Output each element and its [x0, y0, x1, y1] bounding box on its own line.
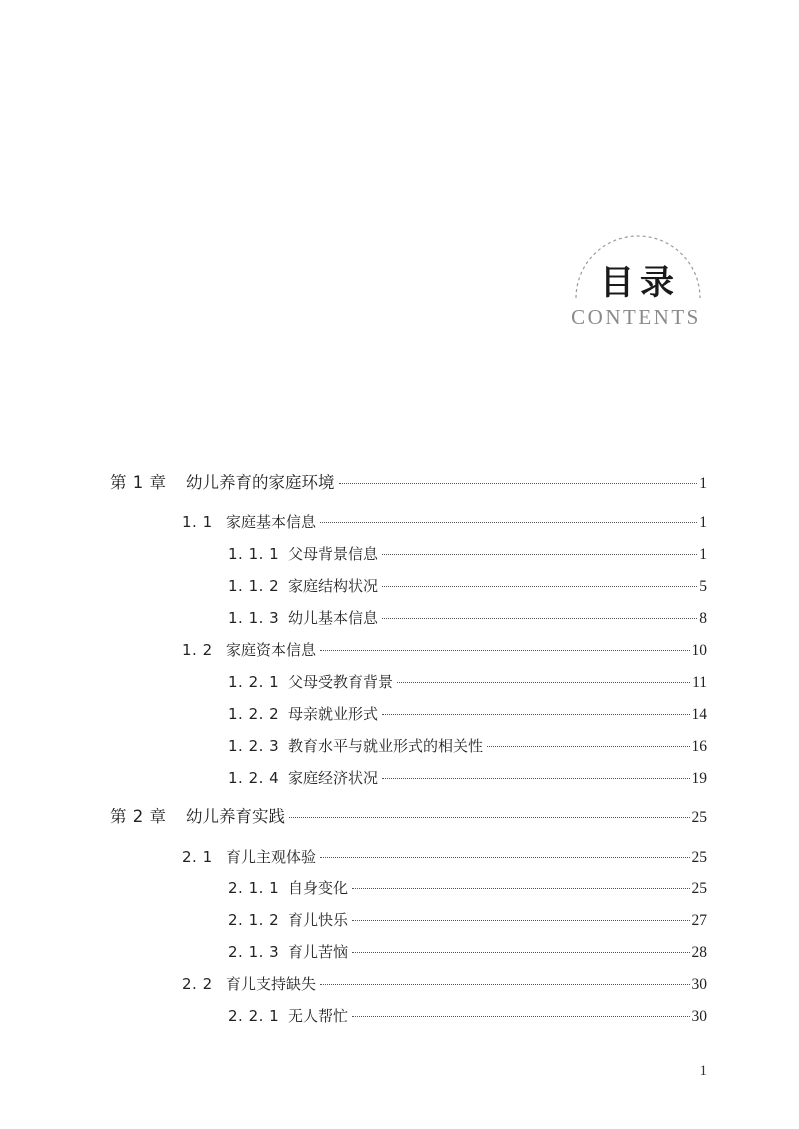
toc-entry-subsection-2-1-3[interactable]: [228, 940, 707, 964]
toc-entry-subsection-1-2-1[interactable]: [228, 670, 707, 694]
toc-entry-subsection-1-1-3[interactable]: [228, 606, 707, 630]
toc-entry-page: 25: [691, 809, 707, 826]
toc-entry-page: 25: [691, 880, 707, 897]
toc-entry-page: 14: [691, 706, 707, 723]
toc-entry-title: 无人帮忙: [288, 1007, 349, 1025]
toc-entry-number: 2. 1. 3: [228, 943, 280, 961]
toc-entry-number: 1. 1. 1: [228, 545, 280, 563]
toc-entry-number: 2. 1: [182, 848, 213, 866]
toc-dot-leader: [352, 887, 689, 889]
toc-entry-title: 育儿支持缺失: [226, 975, 317, 993]
toc-entry-title: 家庭经济状况: [288, 769, 379, 787]
toc-entry-subsection-1-2-3[interactable]: [228, 734, 707, 758]
toc-entry-title: 育儿快乐: [288, 911, 349, 929]
toc-entry-section-1-1[interactable]: [182, 510, 707, 534]
toc-entry-title: 育儿苦恼: [288, 943, 349, 961]
toc-entry-subsection-2-1-1[interactable]: [228, 876, 707, 900]
toc-dot-leader: [382, 585, 697, 587]
page-number: 1: [699, 1063, 707, 1079]
toc-entry-title: 父母受教育背景: [288, 673, 394, 691]
toc-entry-number: 1. 2: [182, 641, 213, 659]
toc-entry-section-2-1[interactable]: [182, 845, 707, 869]
toc-entry-page: 10: [691, 642, 707, 659]
toc-dot-leader: [289, 816, 690, 818]
toc-entry-subsection-1-1-2[interactable]: [228, 574, 707, 598]
toc-entry-number: 2. 1. 2: [228, 911, 280, 929]
toc-entry-page: 27: [691, 912, 707, 929]
toc-entry-page: 30: [691, 1008, 707, 1025]
toc-entry-title: 自身变化: [288, 879, 349, 897]
toc-dot-leader: [382, 777, 689, 779]
toc-entry-number: 1. 1: [182, 513, 213, 531]
toc-entry-subsection-2-2-1[interactable]: [228, 1004, 707, 1028]
toc-entry-number: 1. 1. 3: [228, 609, 280, 627]
toc-entry-chapter-1[interactable]: [110, 471, 707, 495]
toc-entry-subsection-1-2-4[interactable]: [228, 766, 707, 790]
toc-dot-leader: [320, 983, 689, 985]
toc-entry-number: 1. 1. 2: [228, 577, 280, 595]
toc-entry-page: 5: [699, 578, 707, 595]
toc-entry-title: 家庭资本信息: [226, 641, 317, 659]
toc-entry-page: 19: [691, 770, 707, 787]
toc-entry-title: 幼儿养育实践: [186, 807, 285, 826]
toc-dot-leader: [320, 649, 689, 651]
toc-entry-page: 1: [699, 546, 707, 563]
toc-dot-leader: [320, 521, 697, 523]
toc-entry-number: 1. 2. 1: [228, 673, 280, 691]
toc-entry-section-2-2[interactable]: [182, 972, 707, 996]
toc-entry-title: 家庭结构状况: [288, 577, 379, 595]
toc-dot-leader: [352, 951, 689, 953]
toc-entry-subsection-1-2-2[interactable]: [228, 702, 707, 726]
toc-dot-leader: [320, 856, 689, 858]
toc-dot-leader: [382, 713, 689, 715]
toc-entry-title: 父母背景信息: [288, 545, 379, 563]
toc-entry-number: 1. 2. 4: [228, 769, 280, 787]
toc-entry-number: 1. 2. 3: [228, 737, 280, 755]
toc-entry-number: 第 1 章: [110, 473, 167, 492]
toc-dot-leader: [487, 745, 689, 747]
toc-dot-leader: [339, 482, 698, 484]
toc-entry-number: 2. 1. 1: [228, 879, 280, 897]
toc-entry-title: 家庭基本信息: [226, 513, 317, 531]
toc-entry-number: 第 2 章: [110, 807, 167, 826]
toc-entry-page: 1: [699, 514, 707, 531]
toc-entry-title: 母亲就业形式: [288, 705, 379, 723]
toc-entry-number: 1. 2. 2: [228, 705, 280, 723]
toc-dot-leader: [352, 1015, 689, 1017]
toc-dot-leader: [397, 681, 690, 683]
toc-entry-title: 育儿主观体验: [226, 848, 317, 866]
toc-entry-subsection-2-1-2[interactable]: [228, 908, 707, 932]
toc-dot-leader: [352, 919, 689, 921]
toc-entry-subsection-1-1-1[interactable]: [228, 542, 707, 566]
toc-entry-page: 11: [692, 674, 707, 691]
toc-entry-title: 幼儿基本信息: [288, 609, 379, 627]
toc-entry-section-1-2[interactable]: [182, 638, 707, 662]
contents-heading-title: 目录: [600, 263, 680, 303]
toc-entry-number: 2. 2. 1: [228, 1007, 280, 1025]
toc-entry-page: 8: [699, 610, 707, 627]
toc-entry-page: 28: [691, 944, 707, 961]
toc-dot-leader: [382, 617, 697, 619]
toc-entry-page: 1: [699, 475, 707, 492]
toc-entry-chapter-2[interactable]: [110, 805, 707, 829]
toc-entry-number: 2. 2: [182, 975, 213, 993]
toc-entry-page: 16: [691, 738, 707, 755]
toc-entry-title: 幼儿养育的家庭环境: [186, 473, 335, 492]
toc-entry-page: 30: [691, 976, 707, 993]
contents-heading-subtitle: CONTENTS: [571, 305, 701, 329]
toc-entry-title: 教育水平与就业形式的相关性: [288, 737, 484, 755]
toc-entry-page: 25: [691, 849, 707, 866]
toc-dot-leader: [382, 553, 697, 555]
